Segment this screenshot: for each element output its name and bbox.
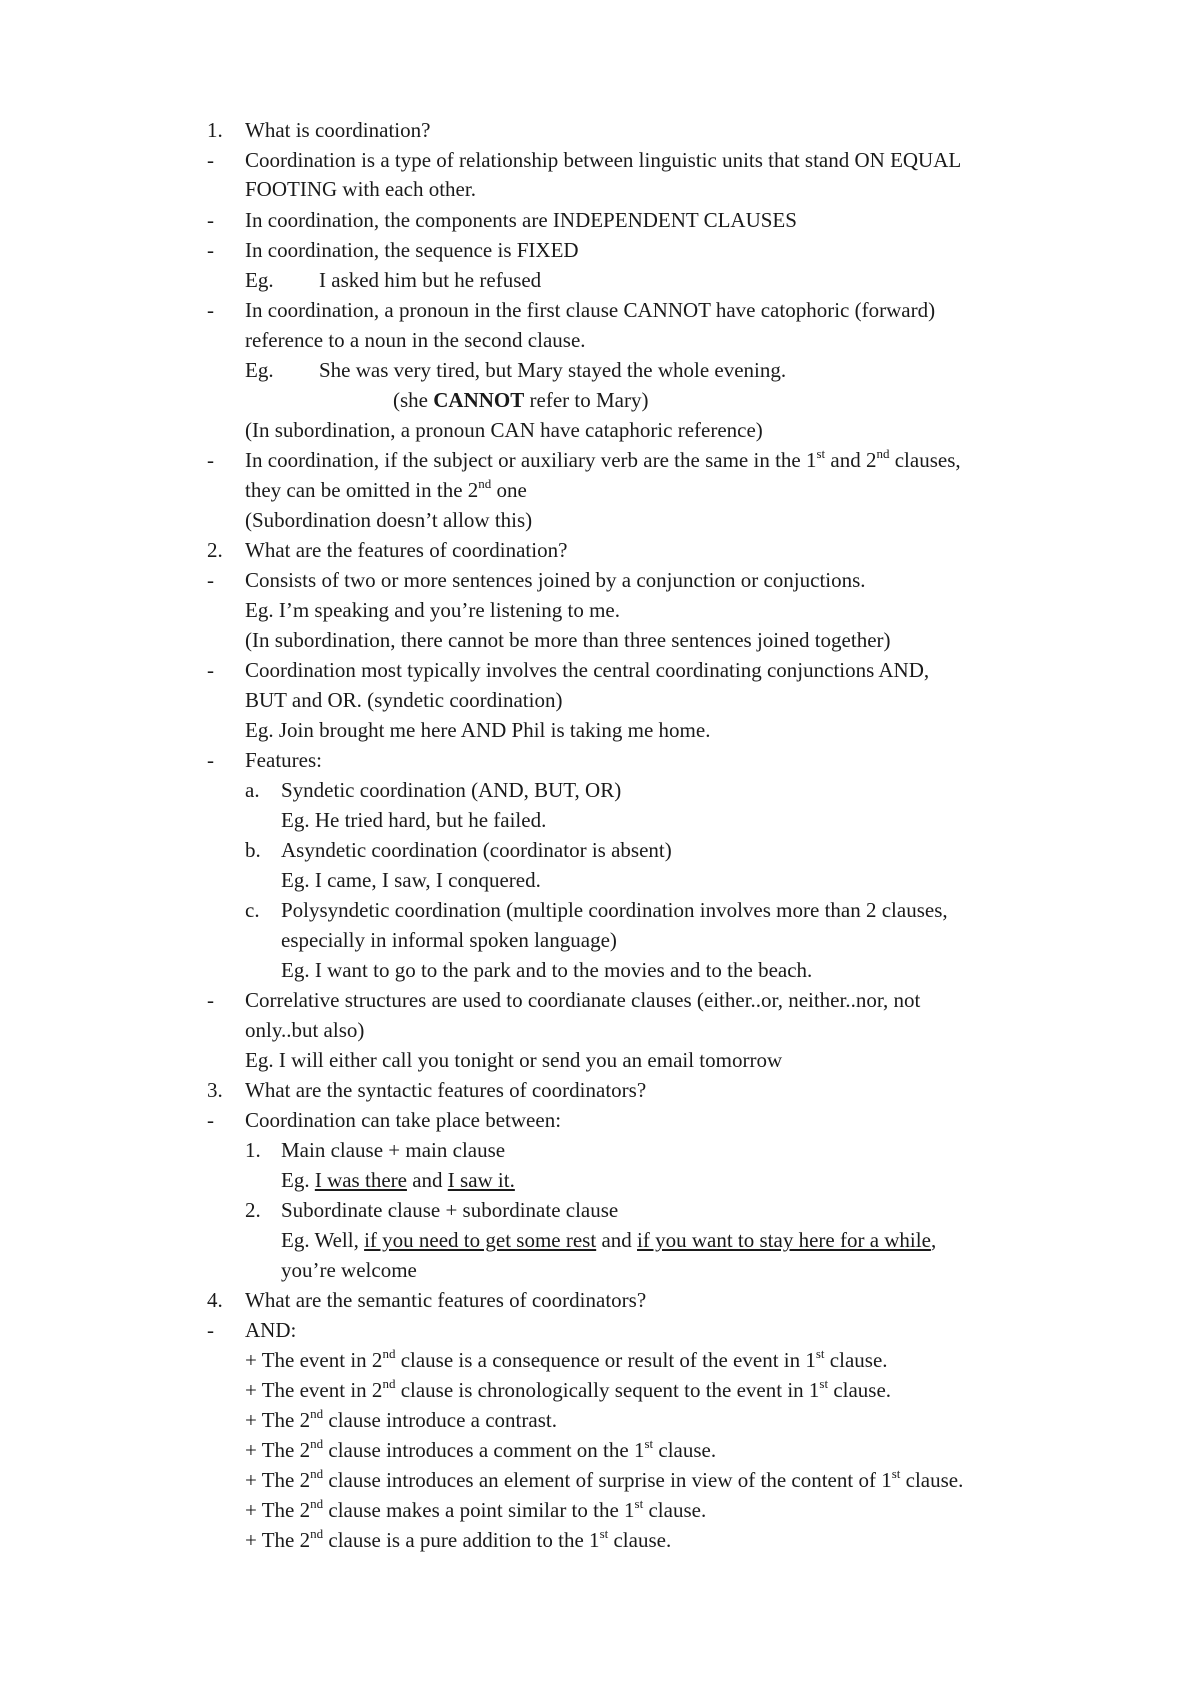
list-number: 1. xyxy=(207,118,223,142)
question-text: What is coordination? xyxy=(245,118,431,142)
document-page: 1. What is coordination? - Coordination is a type of relationship between linguistic units that stand ON EQUAL FOOTING with each other. - In coordination, the components are INDEPENDENT CLAUSES - In coordination, the sequence is FIXED Eg. I asked him but he refused - In coordination, a pronoun in the first clause CANNOT have catophoric (forward) reference to a noun in the second clause. Eg. She was very tired, but Mary stayed the whole evening. (she CANNOT refer to Mary) (In subordination, a pronoun CAN have cataphoric reference) - In coordination, if the subject or auxiliary verb are the same in the 1st and 2nd clauses, they can be omitted in the 2nd one (Subordination doesn’t allow this) 2. What are the features of coordination? - Consists of two or more sentences joined by a conjunction or conjuctions. Eg. I’m speaking and you’re listening to me. (In subordination, there cannot be more than three sentences joined together) - Coordination most typically involves the central coordinating conjunctions AND, BUT and OR. (syndetic coordination) Eg. Join brought me here AND Phil is taking me home. - Features: a. Syndetic coordination (AND, BUT, OR) Eg. He tried hard, but he failed. b. Asyndetic coordination (coordinator is absent) Eg. I came, I saw, I conquered. c. Polysyndetic coordination (multiple coordination involves more than 2 clauses, especially in informal spoken language) Eg. I want to go to the park and to the movies and to the beach. - Correlative structures are used to coordianate clauses (either..or, neither..nor, not only..but also) Eg. I will either call you tonight or send you an email tomorrow 3. What are the syntactic features of coordinators? - Coordination can take place between: 1. Main clause + main clause Eg. I was there and I saw it. 2. Subordinate clause + subordinate clause Eg. Well, if you need to get some rest and if you want to stay here for a while, you’re welcome 4. What are the semantic features of coordinators? - AND: + The event in 2nd clause is a consequence or result of the event in 1st clause. + The event in 2nd clause is chronologically sequent to the event in 1st clause. + The 2nd clause introduce a contrast. + The 2nd clause introduces a comment on the 1st clause. + The 2nd clause introduces an element of surprise in view of the content of 1st clause. + The 2nd clause makes a point similar to the 1st clause. + The 2nd clause is a pure addition to the 1st clause. xyxy=(207,118,964,1552)
dash-bullet: - xyxy=(207,148,214,172)
